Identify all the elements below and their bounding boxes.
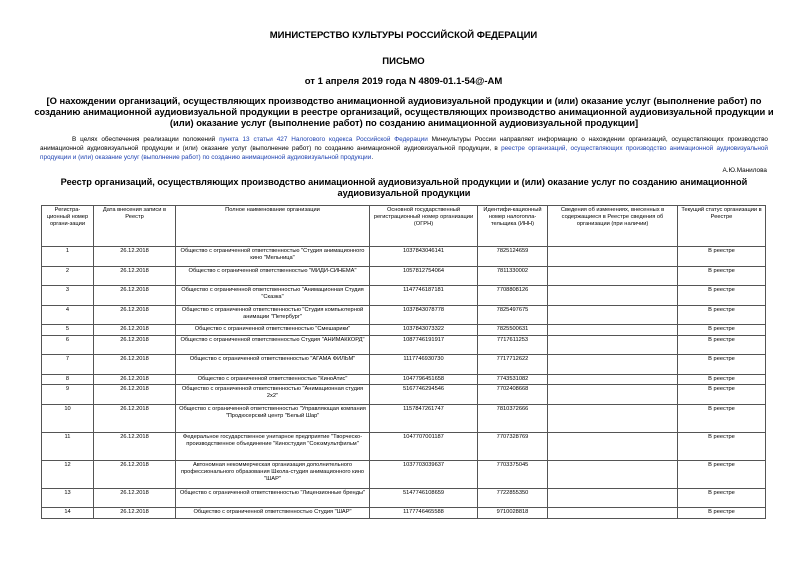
cell-status: В реестре xyxy=(678,508,766,519)
cell-num: 4 xyxy=(42,305,94,325)
cell-inn: 7708808126 xyxy=(478,286,548,306)
cell-status: В реестре xyxy=(678,266,766,286)
cell-status: В реестре xyxy=(678,404,766,432)
document-type: ПИСЬМО xyxy=(382,56,425,67)
cell-num: 14 xyxy=(42,508,94,519)
cell-ogrn: 1147746187181 xyxy=(370,286,478,306)
cell-num: 6 xyxy=(42,335,94,355)
cell-inn: 7707328769 xyxy=(478,432,548,460)
cell-ogrn: 1047796451658 xyxy=(370,374,478,385)
cell-name: Общество с ограниченной ответственностью Студия "ШАР" xyxy=(176,508,370,519)
cell-status: В реестре xyxy=(678,374,766,385)
cell-ogrn: 1037843073322 xyxy=(370,325,478,336)
cell-num: 13 xyxy=(42,488,94,508)
cell-ogrn: 1037843078778 xyxy=(370,305,478,325)
cell-date: 26.12.2018 xyxy=(94,286,176,306)
cell-name: Общество с ограниченной ответственностью "Управляющая компания "Продюсерский центр "Белый Шар" xyxy=(176,404,370,432)
cell-date: 26.12.2018 xyxy=(94,247,176,267)
table-row xyxy=(42,286,766,306)
cell-ogrn: 5167746294546 xyxy=(370,385,478,405)
cell-date: 26.12.2018 xyxy=(94,335,176,355)
intro-text-2: Минкультуры России направляет информацию о нахождении организаций, осуществляющих производство анимационной аудиовизуальной продукции и (или) оказание услуг (выполнение работ) по созданию анимационной аудиовизуальной продукции, в xyxy=(40,136,768,152)
cell-num: 9 xyxy=(42,385,94,405)
header-name: Полное наименование организации xyxy=(176,206,370,247)
cell-status: В реестре xyxy=(678,385,766,405)
cell-status: В реестре xyxy=(678,247,766,267)
cell-inn: 7743531082 xyxy=(478,374,548,385)
table-row xyxy=(42,385,766,405)
cell-inn: 7810372666 xyxy=(478,404,548,432)
cell-date: 26.12.2018 xyxy=(94,508,176,519)
signature: А.Ю.Манилова xyxy=(722,167,767,174)
cell-changes xyxy=(548,325,678,336)
cell-name: Общество с ограниченной ответственностью "Анимационная Студия "Сказка" xyxy=(176,286,370,306)
cell-name: Общество с ограниченной ответственностью "Лицензионные бренды" xyxy=(176,488,370,508)
cell-inn: 7811330002 xyxy=(478,266,548,286)
cell-date: 26.12.2018 xyxy=(94,355,176,375)
cell-num: 10 xyxy=(42,404,94,432)
table-row xyxy=(42,404,766,432)
cell-ogrn: 5147746108659 xyxy=(370,488,478,508)
register-link[interactable]: реестре организаций, осуществляющих производство анимационной аудиовизуальной продукции и (или) оказание услуг (выполнение работ) по созданию анимационной аудиовизуальной продукции xyxy=(40,144,769,161)
cell-ogrn: 1057812754064 xyxy=(370,266,478,286)
cell-ogrn: 1037843046141 xyxy=(370,247,478,267)
cell-changes xyxy=(548,355,678,375)
cell-date: 26.12.2018 xyxy=(94,385,176,405)
cell-name: Автономная некоммерческая организация дополнительного профессионального образования Школа-студия анимационного кино "ШАР" xyxy=(176,460,370,488)
table-row xyxy=(42,432,766,460)
cell-num: 2 xyxy=(42,266,94,286)
cell-ogrn: 1117746930730 xyxy=(370,355,478,375)
table-row xyxy=(42,305,766,325)
cell-changes xyxy=(548,305,678,325)
cell-inn: 7717712622 xyxy=(478,355,548,375)
cell-inn: 7825124659 xyxy=(478,247,548,267)
header-reg-number: Регистра-ционный номер органи-зации xyxy=(42,206,94,247)
header-date: Дата внесения записи в Реестр xyxy=(94,206,176,247)
cell-num: 3 xyxy=(42,286,94,306)
cell-name: Общество с ограниченной ответственностью "Студия компьютерной анимации "Петербург" xyxy=(176,305,370,325)
table-row xyxy=(42,247,766,267)
cell-name: Общество с ограниченной ответственностью "МИДИ-СИНЕМА" xyxy=(176,266,370,286)
cell-inn: 7702408668 xyxy=(478,385,548,405)
cell-name: Общество с ограниченной ответственностью "Смешарики" xyxy=(176,325,370,336)
document-subject: [О нахождении организаций, осуществляющих производство анимационной аудиовизуальной продукции и (или) оказание услуг (выполнение работ) по созданию анимационной аудиовизуальной продукции в реестре организаций, осуществляющих производство анимационной аудиовизуальной продукции и (или) оказание услуг (выполнение работ) по созданию анимационной аудиовизуальной продукции] xyxy=(34,95,774,128)
cell-num: 5 xyxy=(42,325,94,336)
cell-date: 26.12.2018 xyxy=(94,305,176,325)
header-inn: Идентифи-кационный номер налогопла-тельщика (ИНН) xyxy=(478,206,548,247)
header-changes: Сведения об изменениях, внесенных в содержащиеся в Реестре сведения об организации (при наличии) xyxy=(548,206,678,247)
cell-changes xyxy=(548,432,678,460)
cell-ogrn: 1037703039637 xyxy=(370,460,478,488)
table-row xyxy=(42,460,766,488)
cell-num: 1 xyxy=(42,247,94,267)
cell-changes xyxy=(548,247,678,267)
cell-status: В реестре xyxy=(678,286,766,306)
table-row xyxy=(42,508,766,519)
cell-name: Общество с ограниченной ответственностью Студия "АНИМАККОРД" xyxy=(176,335,370,355)
cell-inn: 7717611253 xyxy=(478,335,548,355)
cell-changes xyxy=(548,335,678,355)
cell-num: 12 xyxy=(42,460,94,488)
cell-changes xyxy=(548,508,678,519)
register-table xyxy=(41,205,766,519)
cell-inn: 7825500631 xyxy=(478,325,548,336)
cell-ogrn: 1177746465588 xyxy=(370,508,478,519)
ministry-heading: МИНИСТЕРСТВО КУЛЬТУРЫ РОССИЙСКОЙ ФЕДЕРАЦИИ xyxy=(269,30,538,41)
cell-status: В реестре xyxy=(678,432,766,460)
table-header-row xyxy=(42,206,766,247)
cell-ogrn: 1087746191917 xyxy=(370,335,478,355)
cell-ogrn: 1047707001187 xyxy=(370,432,478,460)
cell-status: В реестре xyxy=(678,488,766,508)
cell-num: 11 xyxy=(42,432,94,460)
cell-changes xyxy=(548,385,678,405)
header-ogrn: Основной государственный регистрационный номер организации (ОГРН) xyxy=(370,206,478,247)
table-row xyxy=(42,335,766,355)
cell-inn: 7825497675 xyxy=(478,305,548,325)
register-title: Реестр организаций, осуществляющих производство анимационной аудиовизуальной продукции и (или) оказание услуг по созданию анимационной аудиовизуальной продукции xyxy=(60,177,748,198)
table-row xyxy=(42,374,766,385)
cell-date: 26.12.2018 xyxy=(94,488,176,508)
cell-inn: 9710028818 xyxy=(478,508,548,519)
cell-num: 8 xyxy=(42,374,94,385)
cell-ogrn: 1157847261747 xyxy=(370,404,478,432)
cell-inn: 7722855350 xyxy=(478,488,548,508)
cell-status: В реестре xyxy=(678,335,766,355)
header-status: Текущий статус организации в Реестре xyxy=(678,206,766,247)
cell-inn: 7703375045 xyxy=(478,460,548,488)
cell-num: 7 xyxy=(42,355,94,375)
cell-name: Общество с ограниченной ответственностью "Анимационная студия 2х2" xyxy=(176,385,370,405)
cell-name: Федеральное государственное унитарное предприятие "Творческо-производственное объединение "Киностудия "Союзмультфильм" xyxy=(176,432,370,460)
table-row xyxy=(42,325,766,336)
cell-date: 26.12.2018 xyxy=(94,432,176,460)
cell-changes xyxy=(548,286,678,306)
cell-status: В реестре xyxy=(678,460,766,488)
cell-status: В реестре xyxy=(678,325,766,336)
table-row xyxy=(42,266,766,286)
cell-name: Общество с ограниченной ответственностью "АГАМА ФИЛЬМ" xyxy=(176,355,370,375)
document-date-number: от 1 апреля 2019 года N 4809-01.1-54@-АМ xyxy=(304,76,503,87)
table-row xyxy=(42,488,766,508)
table-row xyxy=(42,355,766,375)
intro-text-3: . xyxy=(371,153,374,161)
cell-status: В реестре xyxy=(678,355,766,375)
cell-date: 26.12.2018 xyxy=(94,374,176,385)
cell-name: Общество с ограниченной ответственностью "КиноАтис" xyxy=(176,374,370,385)
cell-date: 26.12.2018 xyxy=(94,266,176,286)
cell-status: В реестре xyxy=(678,305,766,325)
cell-date: 26.12.2018 xyxy=(94,325,176,336)
cell-changes xyxy=(548,404,678,432)
cell-changes xyxy=(548,460,678,488)
cell-changes xyxy=(548,374,678,385)
intro-text-1: В целях обеспечения реализации положений xyxy=(72,136,216,143)
cell-changes xyxy=(548,266,678,286)
cell-changes xyxy=(548,488,678,508)
cell-date: 26.12.2018 xyxy=(94,460,176,488)
tax-code-link[interactable]: пункта 13 статьи 427 Налогового кодекса Российской Федерации xyxy=(219,136,428,143)
cell-name: Общество с ограниченной ответственностью "Студия анимационного кино "Мельница" xyxy=(176,247,370,267)
intro-paragraph xyxy=(40,136,768,163)
cell-date: 26.12.2018 xyxy=(94,404,176,432)
